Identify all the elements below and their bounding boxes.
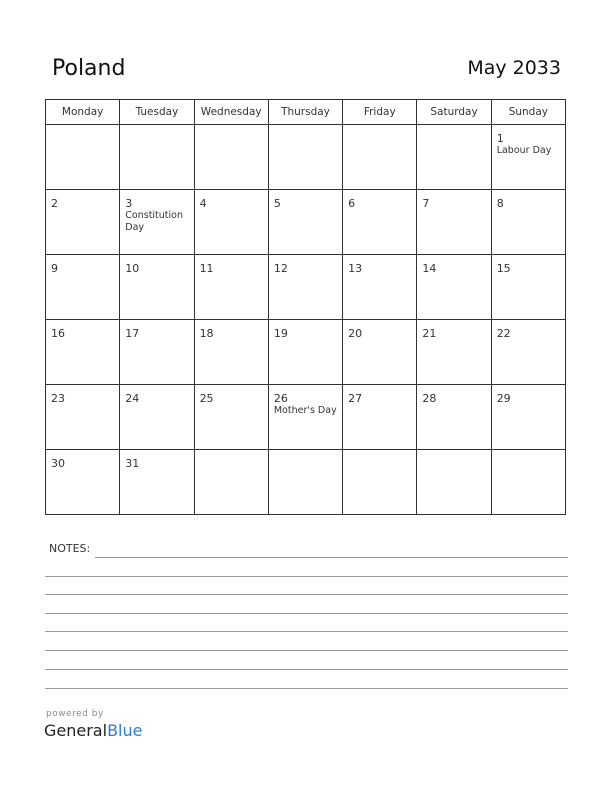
day-cell — [491, 385, 565, 450]
day-number: 16 — [51, 327, 65, 340]
day-cell-content — [492, 450, 565, 508]
day-number: 6 — [348, 197, 356, 210]
weekday-tuesday: Tuesday — [120, 100, 194, 125]
day-cell — [46, 385, 120, 450]
day-cell-content — [269, 450, 342, 508]
day-number: 9 — [51, 262, 58, 275]
day-cell — [194, 190, 268, 255]
day-cell-content — [269, 320, 342, 378]
day-number: 10 — [125, 262, 140, 275]
day-cell-content — [120, 385, 193, 443]
notes-label: NOTES: — [49, 542, 91, 555]
day-cell-content — [269, 255, 342, 313]
day-cell — [417, 385, 491, 450]
day-cell-content — [343, 190, 416, 248]
day-cell-content — [269, 385, 342, 443]
week-row — [46, 450, 566, 515]
day-cell — [268, 190, 342, 255]
weekday-header-row — [46, 100, 566, 125]
day-number: 23 — [51, 392, 65, 405]
day-cell-content — [120, 450, 193, 508]
weekday-monday: Monday — [46, 100, 120, 125]
day-number: 4 — [199, 197, 207, 210]
note-line — [45, 576, 568, 577]
day-cell — [120, 320, 194, 385]
empty-day-cell — [268, 450, 342, 515]
week-row — [46, 255, 566, 320]
day-number: 29 — [496, 392, 511, 405]
day-cell — [46, 190, 120, 255]
day-number: 5 — [273, 197, 281, 210]
brand-general: General — [44, 721, 108, 740]
day-cell-content — [120, 255, 193, 313]
day-cell — [343, 320, 417, 385]
day-cell — [343, 190, 417, 255]
day-cell — [417, 320, 491, 385]
day-cell-content — [120, 320, 193, 378]
day-cell — [343, 255, 417, 320]
note-line — [45, 613, 568, 614]
day-cell-content — [343, 385, 416, 443]
day-cell-content — [269, 125, 342, 183]
powered-by-text: powered by — [46, 709, 104, 719]
day-cell-content — [46, 255, 119, 313]
day-cell-content — [343, 450, 416, 508]
note-line — [45, 650, 568, 651]
day-cell-content — [269, 190, 342, 248]
day-cell — [120, 450, 194, 515]
week-row — [46, 320, 566, 385]
note-line — [45, 594, 568, 595]
day-number: 30 — [51, 457, 65, 470]
day-cell-content — [195, 125, 268, 183]
day-cell — [194, 385, 268, 450]
day-cell-content — [417, 450, 490, 508]
day-number: 1 — [496, 132, 504, 145]
day-cell-content — [120, 190, 193, 248]
day-cell-content — [417, 255, 490, 313]
day-number: 25 — [199, 392, 214, 405]
day-number: 28 — [422, 392, 437, 405]
day-cell — [491, 125, 565, 190]
day-cell — [491, 190, 565, 255]
weekday-friday: Friday — [343, 100, 417, 125]
day-number: 2 — [51, 197, 58, 210]
week-row — [46, 125, 566, 190]
day-cell — [46, 255, 120, 320]
weekday-saturday: Saturday — [417, 100, 491, 125]
day-cell — [46, 450, 120, 515]
weekday-thursday: Thursday — [268, 100, 342, 125]
day-cell-content — [195, 450, 268, 508]
note-line — [45, 669, 568, 670]
country-title: Poland — [52, 56, 126, 81]
day-number: 20 — [348, 327, 363, 340]
day-cell-content — [46, 385, 119, 443]
brand-blue: Blue — [107, 721, 143, 740]
day-cell — [268, 320, 342, 385]
empty-day-cell — [268, 125, 342, 190]
calendar-grid — [45, 99, 566, 515]
day-number: 21 — [422, 327, 437, 340]
day-cell-content — [46, 450, 119, 508]
empty-day-cell — [194, 450, 268, 515]
day-cell — [46, 320, 120, 385]
note-line — [45, 631, 568, 632]
day-cell-content — [343, 320, 416, 378]
day-cell — [268, 255, 342, 320]
day-cell-content — [343, 125, 416, 183]
day-number: 13 — [348, 262, 363, 275]
day-cell — [343, 385, 417, 450]
day-number: 8 — [496, 197, 504, 210]
day-number: 19 — [273, 327, 288, 340]
holiday-label: Labour Day — [496, 145, 552, 156]
day-number: 15 — [496, 262, 511, 275]
day-cell-content — [343, 255, 416, 313]
day-cell — [194, 320, 268, 385]
day-cell-content — [195, 385, 268, 443]
day-number: 18 — [199, 327, 214, 340]
day-cell — [120, 190, 194, 255]
day-number: 12 — [273, 262, 288, 275]
day-number: 24 — [125, 392, 140, 405]
weekday-wednesday: Wednesday — [194, 100, 268, 125]
day-cell-content — [195, 255, 268, 313]
day-cell-content — [46, 320, 119, 378]
day-cell-content — [417, 320, 490, 378]
day-cell-content — [492, 125, 565, 183]
day-cell-content — [492, 255, 565, 313]
day-number: 22 — [496, 327, 511, 340]
day-cell — [491, 320, 565, 385]
empty-day-cell — [417, 125, 491, 190]
day-cell-content — [46, 125, 119, 183]
day-cell-content — [492, 385, 565, 443]
note-line — [45, 688, 568, 689]
day-number: 26 — [273, 392, 288, 405]
day-cell — [194, 255, 268, 320]
note-line — [95, 557, 568, 558]
day-cell-content — [417, 125, 490, 183]
empty-day-cell — [417, 450, 491, 515]
day-number: 14 — [422, 262, 437, 275]
day-number: 7 — [422, 197, 430, 210]
day-cell-content — [417, 385, 490, 443]
day-cell-content — [120, 125, 193, 183]
week-row — [46, 385, 566, 450]
day-number: 3 — [125, 197, 133, 210]
day-cell — [491, 255, 565, 320]
day-cell — [120, 255, 194, 320]
holiday-label: Mother's Day — [273, 405, 337, 416]
day-cell-content — [492, 190, 565, 248]
day-cell — [268, 385, 342, 450]
empty-day-cell — [46, 125, 120, 190]
empty-day-cell — [194, 125, 268, 190]
empty-day-cell — [343, 125, 417, 190]
day-cell-content — [195, 190, 268, 248]
empty-day-cell — [491, 450, 565, 515]
holiday-label: Constitution Day — [125, 210, 184, 233]
month-title: May 2033 — [467, 57, 561, 79]
brand-logo — [44, 721, 142, 740]
empty-day-cell — [120, 125, 194, 190]
day-cell-content — [195, 320, 268, 378]
day-number: 17 — [125, 327, 140, 340]
day-cell-content — [492, 320, 565, 378]
week-row — [46, 190, 566, 255]
day-cell — [417, 190, 491, 255]
weekday-sunday: Sunday — [491, 100, 565, 125]
day-number: 11 — [199, 262, 214, 275]
day-cell — [120, 385, 194, 450]
day-cell — [417, 255, 491, 320]
day-number: 27 — [348, 392, 363, 405]
day-cell-content — [417, 190, 490, 248]
empty-day-cell — [343, 450, 417, 515]
day-cell-content — [46, 190, 119, 248]
day-number: 31 — [125, 457, 140, 470]
